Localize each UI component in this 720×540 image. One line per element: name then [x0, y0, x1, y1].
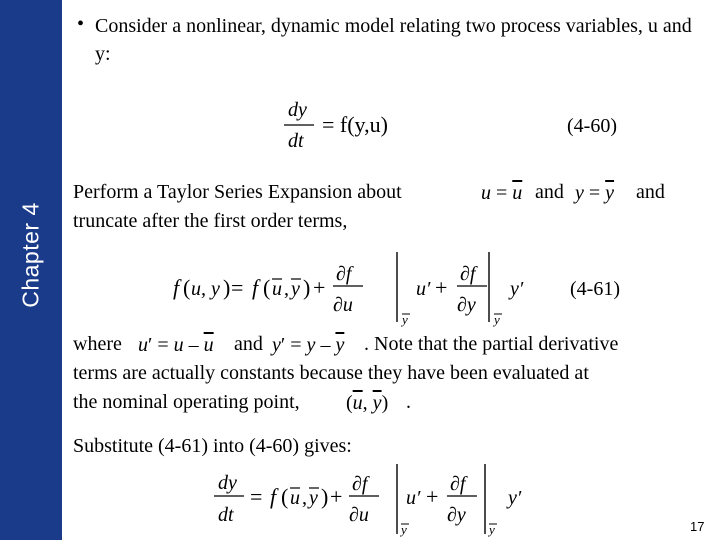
eq-460-numerator: dy	[288, 99, 307, 121]
svg-text:u′: u′	[406, 487, 421, 509]
taylor-line2-text: truncate after the first order terms,	[73, 210, 348, 232]
math-u-nominal: $u = \overline{u}$	[481, 182, 523, 204]
eq-460-label: (4-60)	[567, 115, 617, 137]
svg-text:+: +	[313, 275, 326, 300]
svg-text:∂f: ∂f	[336, 263, 352, 285]
svg-text:+: +	[435, 275, 448, 300]
equation-substituted	[210, 462, 530, 538]
svg-text:,: ,	[302, 487, 307, 509]
svg-text:y: y	[291, 278, 300, 300]
svg-text:∂y: ∂y	[457, 294, 476, 316]
svg-text:u′: u′	[416, 278, 431, 300]
svg-text:y: y	[402, 312, 408, 327]
equation-4-60	[270, 95, 650, 155]
equation-4-61	[170, 250, 650, 330]
and-word-1: and	[535, 181, 564, 203]
taylor-line1-text: Perform a Taylor Series Expansion about	[73, 181, 402, 203]
svg-text:y: y	[489, 522, 495, 537]
svg-text:dy: dy	[218, 472, 237, 494]
math-y-nominal: $y = \overline{y}$	[575, 182, 615, 204]
svg-text:(: (	[183, 275, 191, 300]
math-u-deviation: $u' = u - \overline{u}$	[138, 334, 214, 356]
svg-text:∂y: ∂y	[447, 504, 466, 526]
svg-text:): )	[303, 275, 311, 300]
svg-text:y: y	[309, 487, 318, 509]
svg-text:,: ,	[284, 278, 289, 300]
svg-text:y′: y′	[508, 487, 522, 509]
svg-text:): )	[223, 275, 231, 300]
where-word: where	[73, 333, 122, 355]
svg-text:y: y	[401, 522, 407, 537]
where-line3-end: .	[406, 391, 411, 413]
eq-460-denominator: dt	[288, 130, 304, 152]
eq-461-label: (4-61)	[570, 278, 620, 300]
where-line3-text: the nominal operating point,	[73, 391, 300, 413]
math-y-deviation: $y' = y - \overline{y}$	[272, 334, 345, 356]
svg-text:∂u: ∂u	[333, 294, 353, 316]
chapter-sidebar	[0, 0, 62, 540]
svg-text:f: f	[252, 275, 259, 300]
svg-text:y: y	[494, 312, 500, 327]
svg-text:dt: dt	[218, 504, 234, 526]
svg-text:y′: y′	[510, 278, 524, 300]
svg-text:=: =	[231, 275, 244, 300]
nominal-point: ($\overline{u}$, $\overline{y}$)	[346, 392, 389, 414]
svg-text:∂f: ∂f	[460, 263, 476, 285]
svg-text:+: +	[426, 484, 439, 509]
slide-number: 17	[690, 519, 705, 534]
chapter-label: Chapter 4	[17, 202, 44, 308]
intro-text: Consider a nonlinear, dynamic model relating two process variables, u and y:	[95, 15, 692, 65]
note-text: . Note that the partial derivative	[364, 333, 619, 355]
and-word-3: and	[234, 333, 263, 355]
svg-text:∂u: ∂u	[349, 504, 369, 526]
svg-text:f: f	[173, 275, 180, 300]
svg-text:u: u	[290, 487, 300, 509]
substitute-text: Substitute (4-61) into (4-60) gives:	[73, 435, 352, 457]
svg-text:(: (	[281, 484, 289, 509]
svg-text:+: +	[330, 484, 343, 509]
svg-text:(: (	[263, 275, 271, 300]
svg-text:f: f	[270, 484, 277, 509]
svg-text:=: =	[250, 484, 263, 509]
svg-text:u: u	[272, 278, 282, 300]
and-word-2: and	[636, 181, 665, 203]
eq-460-rhs: = f(y,u)	[322, 112, 388, 137]
svg-text:): )	[321, 484, 329, 509]
svg-text:u, y: u, y	[191, 278, 220, 300]
svg-text:∂f: ∂f	[450, 473, 466, 495]
bullet-marker: •	[77, 13, 85, 35]
where-line2-text: terms are actually constants because they have been evaluated at	[73, 362, 589, 384]
svg-text:∂f: ∂f	[352, 473, 368, 495]
